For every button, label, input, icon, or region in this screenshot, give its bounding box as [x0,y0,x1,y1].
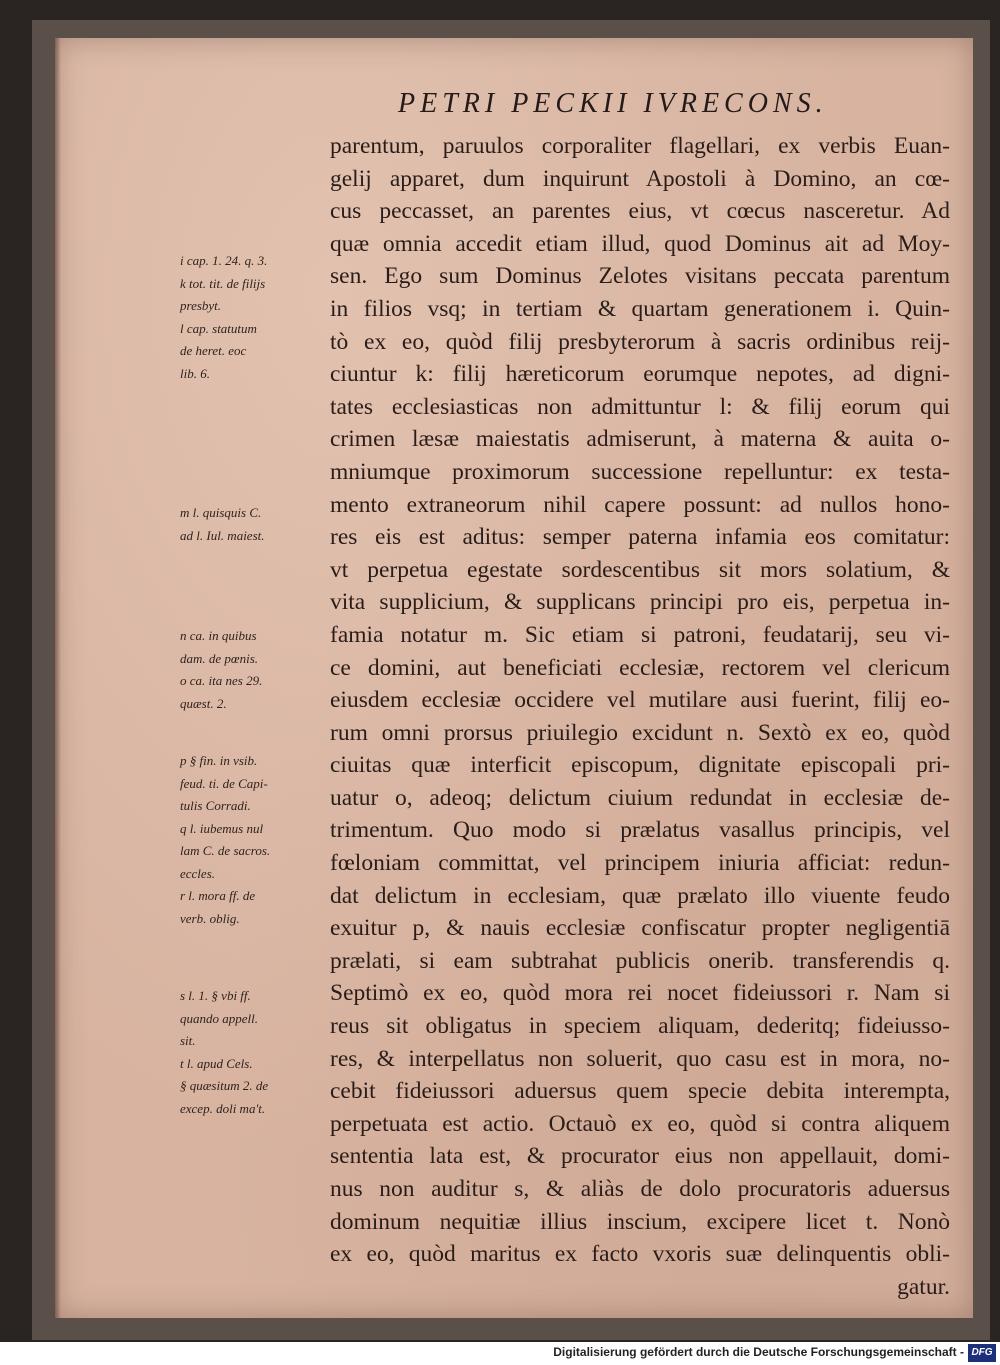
text-line: tò ex eo, quòd filij presbyterorum à sacris ordinibus reij- [330,328,950,355]
margin-note-line: sit. [180,1033,196,1048]
margin-note-line: dam. de pœnis. [180,650,258,666]
text-line: ex eo, quòd maritus ex facto vxoris suæ delinquentis obli- [330,1241,950,1268]
margin-note-line: tulis Corradi. [180,798,251,813]
margin-note-i-k-l [180,250,328,385]
text-line: parentum, paruulos corporaliter flagellari, ex verbis Euan- [330,133,950,159]
text-line: tates ecclesiasticas non admittuntur l: & filij eorum qui [330,393,950,420]
text-line: ciuitas quæ interficit episcopum, dignitate episcopali pri- [330,752,950,779]
margin-note-s-t [180,985,328,1120]
text-line: sententia lata est, & procurator eius non appellauit, domi- [330,1143,950,1170]
text-line: perpetuata est actio. Octauò ex eo, quòd si contra aliquem [330,1110,950,1137]
margin-note-line: eccles. [180,865,216,881]
text-line: ce domini, aut beneficiati ecclesiæ, rectorem vel clericum [330,654,950,681]
margin-note-line: feud. ti. de Capi- [180,775,268,791]
text-line: vita supplicium, & supplicans principi pro eis, perpetua in- [330,589,950,616]
text-line: mento extraneorum nihil capere possunt: ad nullos hono- [330,491,950,518]
text-line: fœloniam committat, vel principem iniuria afficiat: redun- [330,850,950,877]
margin-note-line: s l. 1. § vbi ff. [180,988,251,1003]
margin-note-line: lam C. de sacros. [180,843,271,858]
margin-note-line: quæst. 2. [180,695,227,711]
text-line: reus sit obligatus in speciem aliquam, dederitq; fideiusso- [330,1013,950,1040]
text-line: famia notatur m. Sic etiam si patroni, feudatarij, seu vi- [330,621,950,648]
text-line: eiusdem ecclesiæ occidere vel mutilare ausi fuerint, filij eo- [330,687,950,714]
text-line: crimen læsæ maiestatis admiserunt, à materna & auita o- [330,426,950,453]
margin-note-line: r l. mora ff. de [180,888,256,903]
text-line: Septimò ex eo, quòd mora rei nocet fideiussori r. Nam si [330,980,950,1007]
text-line: rum omni prorsus priuilegio excidunt n. Sextò ex eo, quòd [330,719,950,746]
margin-note-line: p § fin. in vsib. [180,753,258,768]
margin-note-line: presbyt. [180,298,222,313]
text-line: res eis est aditus: semper paterna infamia eos comitatur: [330,524,950,551]
margin-note-line: lib. 6. [180,365,210,381]
margin-note-line: k tot. tit. de filijs [180,275,266,291]
text-line: quæ omnia accedit etiam illud, quod Dominus ait ad Moy- [330,230,950,257]
margin-note-line: q l. iubemus nul [180,820,264,836]
margin-note-line: n ca. in quibus [180,628,257,643]
text-line: mniumque proximorum successione repelluntur: ex testa- [330,458,950,485]
margin-note-line: o ca. ita nes 29. [180,673,263,688]
running-head: PETRI PECKII IVRECONS. [398,88,828,119]
text-line: exuitur p, & nauis ecclesiæ confiscatur propter negligentiā [330,915,950,942]
dfg-logo: DFG [968,1344,996,1362]
margin-notes [180,250,328,1150]
text-line: prælati, si eam subtrahat publicis onerib. transferendis q. [330,947,950,974]
margin-note-line: ad l. Iul. maiest. [180,527,265,543]
text-line: nus non auditur s, & aliàs de dolo procuratoris aduersus [330,1176,950,1202]
text-line: vt perpetua egestate sordescentibus sit mors solatium, & [330,556,950,583]
text-line: cus peccasset, an parentes eius, vt cœcus nasceretur. Ad [330,198,950,225]
text-line: ciuntur k: filij hæreticorum eorumque nepotes, ad digni- [330,361,950,388]
margin-note-line: de heret. eoc [180,343,247,358]
page-binding-shadow [55,38,61,1318]
text-line: dominum nequitiæ illius inscium, excipere licet t. Nonò [330,1208,950,1235]
body-text [330,130,950,1303]
text-line: uatur o, adeoq; delictum ciuium redundat in ecclesiæ de- [330,784,950,811]
text-line: dat delictum in ecclesiam, quæ prælato illo viuente feudo [330,882,950,909]
margin-note-p-q-r [180,750,328,930]
text-line: gatur. [897,1273,950,1300]
margin-note-line: quando appell. [180,1010,258,1026]
margin-note-line: m l. quisquis C. [180,505,262,520]
text-line: in filios vsq; in tertiam & quartam generationem i. Quin- [330,295,950,322]
margin-note-n-o [180,625,328,715]
text-line: gelij apparet, dum inquirunt Apostoli à Domino, an cœ- [330,165,950,192]
margin-note-line: i cap. 1. 24. q. 3. [180,253,268,268]
margin-note-line: verb. oblig. [180,910,240,926]
text-line: trimentum. Quo modo si prælatus vasallus principis, vel [330,817,950,844]
margin-note-line: t l. apud Cels. [180,1055,253,1071]
margin-note-line: excep. doli ma't. [180,1100,266,1116]
text-line: sen. Ego sum Dominus Zelotes visitans peccata parentum [330,263,950,290]
margin-note-m [180,502,328,547]
funding-credit: Digitalisierung gefördert durch die Deutsche Forschungsgemeinschaft - [553,1345,964,1359]
margin-note-line: l cap. statutum [180,320,257,336]
margin-note-line: § quæsitum 2. de [180,1078,269,1093]
text-line: res, & interpellatus non soluerit, quo casu est in mora, no- [330,1045,950,1072]
text-line: cebit fideiussori aduersus quem specie debita interempta, [330,1078,950,1105]
